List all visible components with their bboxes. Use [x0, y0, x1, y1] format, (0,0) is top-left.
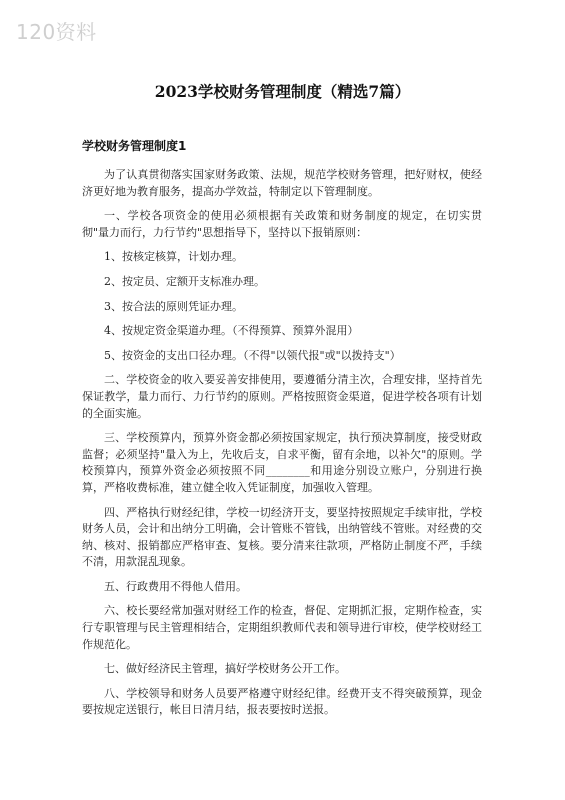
page-title: 2023学校财务管理制度（精选7篇） [154, 82, 411, 101]
paragraph-intro: 为了认真贯彻落实国家财务政策、法规，规范学校财务管理，把好财权，使经济更好地为教育服务，提高办学效益，特制定以下管理制度。 [82, 168, 482, 198]
list-item: 1、按核定核算，计划办理。 [104, 250, 243, 264]
list-item: 4、按规定资金渠道办理。（不得预算、预算外混用） [104, 324, 359, 338]
list-item: 3、按合法的原则凭证办理。 [104, 299, 243, 313]
list-item: 5、按资金的支出口径办理。（不得"以领代报"或"以拨持支"） [104, 348, 401, 362]
paragraph-article-1: 一、学校各项资金的使用必须根据有关政策和财务制度的规定，在切实贯彻"量力而行，力行节约"思想指导下，坚持以下报销原则： [82, 209, 482, 239]
document-body [82, 167, 482, 727]
section-heading: 学校财务管理制度1 [82, 139, 187, 153]
list-item: 2、按定员、定额开支标准办理。 [104, 274, 265, 288]
paragraph-article-2: 二、学校资金的收入要妥善安排使用，要遵循分清主次，合理安排，坚持首先保证教学，量力而行、力行节约的原则。严格按照资金渠道，促进学校各项有计划的全面实施。 [82, 373, 482, 420]
paragraph-article-6: 六、校长要经常加强对财经工作的检查，督促、定期抓汇报，定期作检查，实行专职管理与民主管理相结合，定期组织教师代表和领导进行审校，使学校财经工作规范化。 [82, 604, 482, 651]
paragraph-article-8: 八、学校领导和财务人员要严格遵守财经纪律。经费开支不得突破预算，现金要按规定送银行，帐目日清月结，报表要按时送报。 [82, 686, 482, 717]
paragraph-article-7: 七、做好经济民主管理，搞好学校财务公开工作。 [104, 662, 346, 676]
paragraph-article-4: 四、严格执行财经纪律，学校一切经济开支，要坚持按照规定手续审批，学校财务人员，会计和出纳分工明确，会计管账不管钱，出纳管线不管账。对经费的交纳、核对、报销都应严格审查、复核。要分清来往款项，严格防止制度不严，手续不清，用款混乱现象。 [82, 505, 482, 569]
paragraph-article-3: 三、学校预算内，预算外资金都必须按国家规定，执行预决算制度，接受财政监督；必须坚持"量入为上，先收后支，自求平衡，留有余地，以补欠"的原则。学校预算内，预算外资金必须按照不同________和用途分别设立账户，分别进行换算，严格收费标准，建立健全收入凭证制度，加强收入管理。 [82, 431, 482, 494]
paragraph-article-5: 五、行政费用不得他人借用。 [104, 579, 247, 593]
watermark-logo: 120资料 [16, 20, 97, 44]
